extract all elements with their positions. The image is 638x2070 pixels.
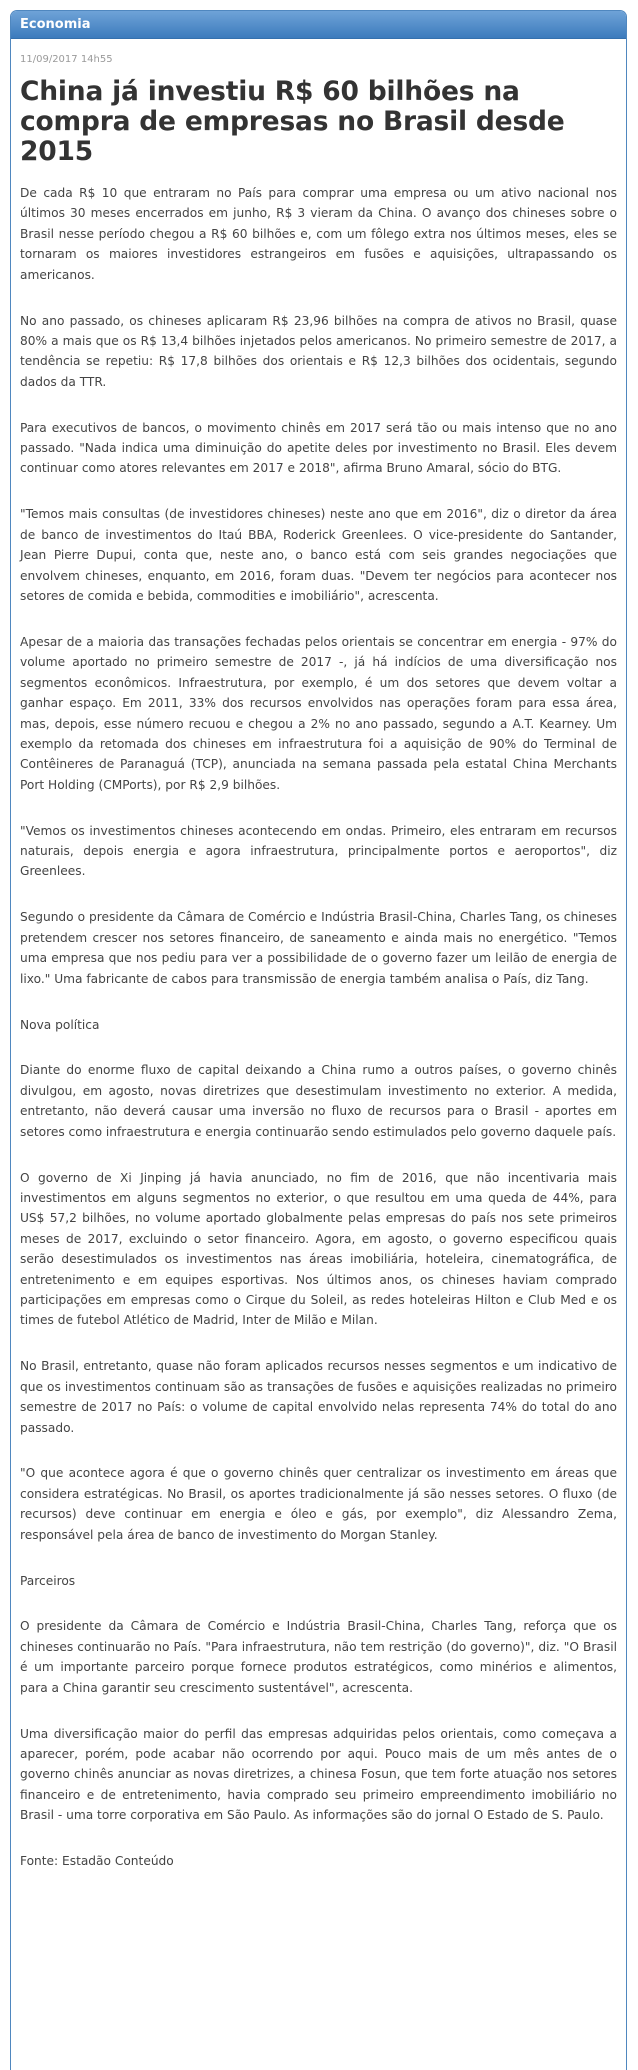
article-paragraph: O governo de Xi Jinping já havia anunciado, no fim de 2016, que não incentivaria mais investimentos em alguns segmentos no exterior, o que resultou em uma queda de 44%, para US$ 57,2 bilhões, no volume aportado globalmente pelas empresas do país nos sete primeiros meses de 2017, excluindo o setor financeiro. Agora, em agosto, o governo especificou quais serão desestimulados os investimentos nas áreas imobiliária, hoteleira, cinematográfica, de entretenimento e em equipes esportivas. Nos últimos anos, os chineses haviam comprado participações em empresas como o Cirque du Soleil, as redes hoteleiras Hilton e Club Med e os times de futebol Atlético de Madrid, Inter de Milão e Milan. [20,1170,617,1328]
article-source: Fonte: Estadão Conteúdo [20,1854,174,1869]
article-title: China já investiu R$ 60 bilhões na compra de empresas no Brasil desde 2015 [20,76,565,167]
article-body [20,183,617,1872]
article-paragraph: Apesar de a maioria das transações fechadas pelos orientais se concentrar em energia - 97% do volume aportado no primeiro semestre de 2017 -, já há indícios de uma diversificação nos segmentos econômicos. Infraestrutura, por exemplo, é um dos setores que devem voltar a ganhar espaço. Em 2011, 33% dos recursos envolvidos nas operações foram para essa área, mas, depois, esse número recuou e chegou a 2% no ano passado, segundo a A.T. Kearney. Um exemplo da retomada dos chineses em infraestrutura foi a aquisição de 90% do Terminal de Contêineres de Paranaguá (TCP), anunciada na semana passada pela estatal China Merchants Port Holding (CMPorts), por R$ 2,9 bilhões. [20,634,617,792]
article-paragraph: Diante do enorme fluxo de capital deixando a China rumo a outros países, o governo chinês divulgou, em agosto, novas diretrizes que desestimulam investimento no exterior. A medida, entretanto, não deverá causar uma inversão no fluxo de recursos para o Brasil - aportes em setores como infraestrutura e energia continuarão sendo estimulados pelo governo daquele país. [20,1063,617,1139]
section-header: Economia [11,11,626,39]
article-paragraph: Para executivos de bancos, o movimento chinês em 2017 será tão ou mais intenso que no ano passado. "Nada indica uma diminuição do apetite deles por investimento no Brasil. Eles devem continuar como atores relevantes em 2017 e 2018", afirma Bruno Amaral, sócio do BTG. [20,420,617,476]
article-paragraph: No Brasil, entretanto, quase não foram aplicados recursos nesses segmentos e um indicativo de que os investimentos continuam são as transações de fusões e aquisições realizadas no primeiro semestre de 2017 no País: o volume de capital envolvido nelas representa 74% do total do ano passado. [20,1359,617,1435]
article-paragraph: Uma diversificação maior do perfil das empresas adquiridas pelos orientais, como começava a aparecer, porém, pode acabar não ocorrendo por aqui. Pouco mais de um mês antes de o governo chinês anunciar as novas diretrizes, a chinesa Fosun, que tem forte atuação nos setores financeiro e de entretenimento, havia comprado seu primeiro empreendimento imobiliário no Brasil - uma torre corporativa em São Paulo. As informações são do jornal O Estado de S. Paulo. [20,1726,617,1823]
article-paragraph: "Temos mais consultas (de investidores chineses) neste ano que em 2016", diz o diretor da área de banco de investimentos do Itaú BBA, Roderick Greenlees. O vice-presidente do Santander, Jean Pierre Dupui, conta que, neste ano, o banco está com seis grandes negociações que envolvem chineses, enquanto, em 2016, foram duas. "Devem ter negócios para acontecer nos setores de comida e bebida, commodities e imobiliário", acrescenta. [20,507,617,603]
article-date: 11/09/2017 14h55 [20,54,113,65]
subheading-parceiros: Parceiros [20,1573,76,1588]
subheading-nova-politica: Nova política [20,1017,100,1032]
article-paragraph: De cada R$ 10 que entraram no País para comprar uma empresa ou um ativo nacional nos últimos 30 meses encerrados em junho, R$ 3 vieram da China. O avanço dos chineses sobre o Brasil nesse período chegou a R$ 60 bilhões e, com um fôlego extra nos últimos meses, eles se tornaram os maiores investidores estrangeiros em fusões e aquisições, ultrapassando os americanos. [20,186,617,282]
article-paragraph: "Vemos os investimentos chineses acontecendo em ondas. Primeiro, eles entraram em recursos naturais, depois energia e agora infraestrutura, principalmente portos e aeroportos", diz Greenlees. [20,823,617,879]
news-panel [10,10,627,2070]
article-paragraph: Segundo o presidente da Câmara de Comércio e Indústria Brasil-China, Charles Tang, os chineses pretendem crescer nos setores financeiro, de saneamento e ainda mais no energético. "Temos uma empresa que nos pediu para ver a possibilidade de o governo fazer um leilão de energia de lixo." Uma fabricante de cabos para transmissão de energia também analisa o País, diz Tang. [20,910,617,986]
article-paragraph: "O que acontece agora é que o governo chinês quer centralizar os investimento em áreas que considera estratégicas. No Brasil, os aportes tradicionalmente já são nesses setores. O fluxo (de recursos) deve continuar em energia e óleo e gás, por exemplo", diz Alessandro Zema, responsável pela área de banco de investimento do Morgan Stanley. [20,1466,617,1542]
article-paragraph: No ano passado, os chineses aplicaram R$ 23,96 bilhões na compra de ativos no Brasil, quase 80% a mais que os R$ 13,4 bilhões injetados pelos americanos. No primeiro semestre de 2017, a tendência se repetiu: R$ 17,8 bilhões dos orientais e R$ 12,3 bilhões dos ocidentais, segundo dados da TTR. [20,313,617,389]
article-paragraph: O presidente da Câmara de Comércio e Indústria Brasil-China, Charles Tang, reforça que os chineses continuarão no País. "Para infraestrutura, não tem restrição (do governo)", diz. "O Brasil é um importante parceiro porque fornece produtos estratégicos, como minérios e alimentos, para a China garantir seu crescimento sustentável", acrescenta. [20,1619,617,1695]
article-content [11,53,626,1872]
